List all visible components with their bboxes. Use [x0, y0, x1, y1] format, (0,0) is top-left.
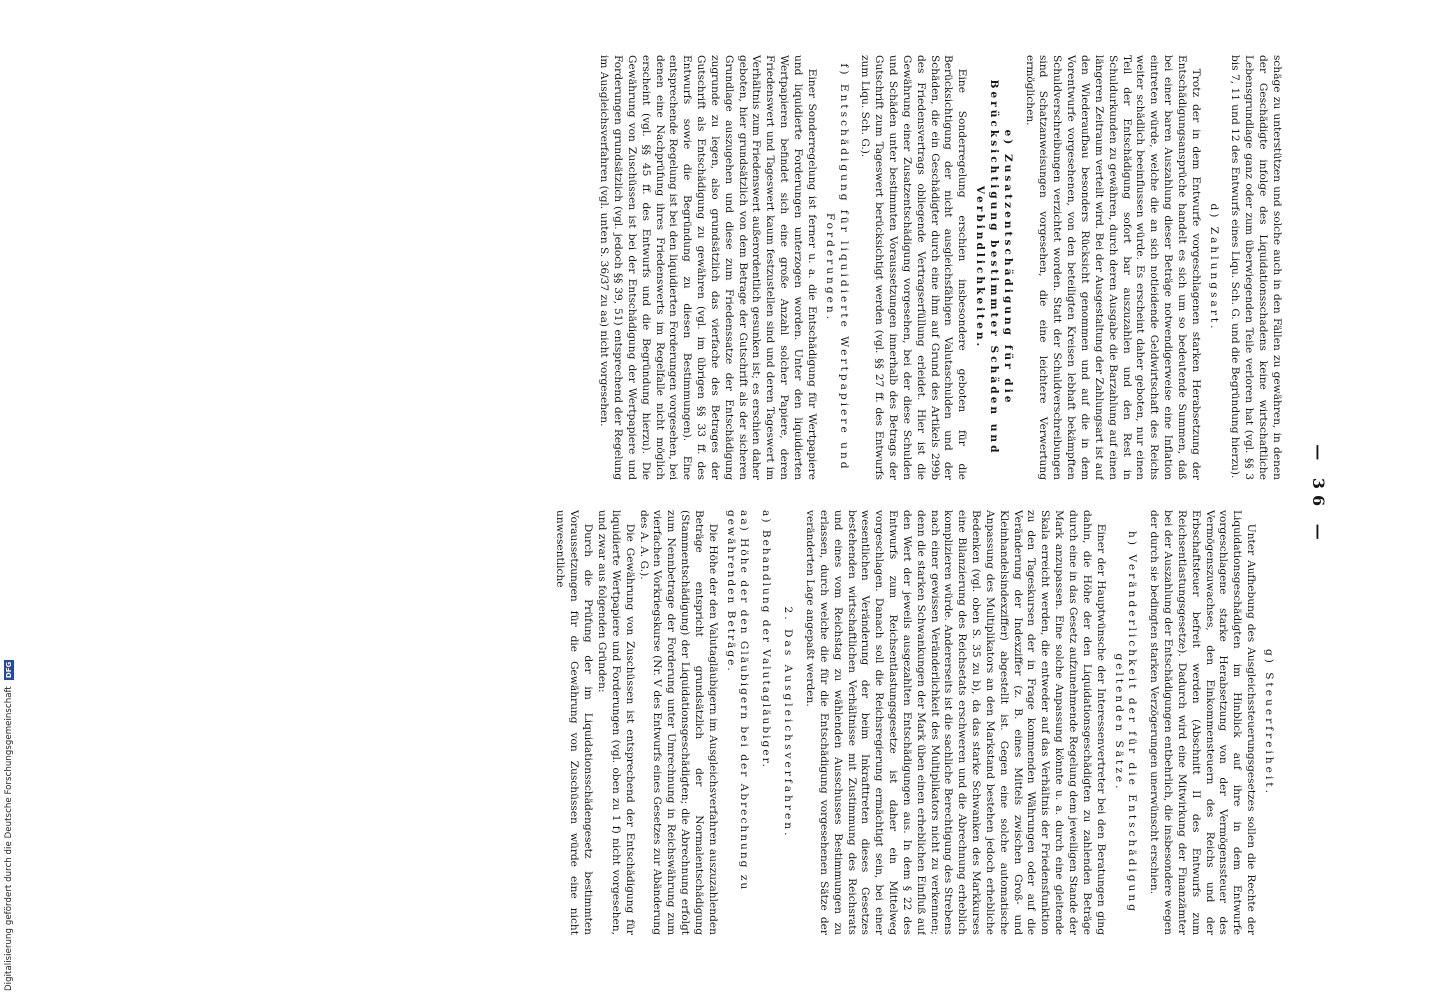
paragraph: Einer der Hauptwünsche der Interessenvertreter bei den Beratungen ging dahin, die Höhe der den Liquidationsgeschädigten zu zahlenden Beträge durch eine in das Gesetz aufzunehmende Regelung dem jeweiligen Stande der Mark anzupassen. Eine solche Anpassung könnte u. a. durch eine gleitende Skala erreicht werden, die entweder auf das Verhältnis der Friedensfunktion zu den Tageskursen der in Frage kommenden Währungen oder auf die Veränderung der Indexziffer (z. B. eines Mittels zwischen Groß- und Kleinhandelsindexziffer) abgestellt ist. Gegen eine solche automatische Anpassung des Multiplikators an den Markstand bestehen jedoch erhebliche Bedenken (vgl. oben S. 35 zu b), da das starke Schwanken des Markkurses eine Bilanzierung des Reichsetats erschweren und die Abrechnung erheblich komplizieren würde. Andererseits ist die sachliche Berechtigung des Strebens nach einer gewissen Veränderlichkeit des Multiplikators nicht zu verkennen; denn die starken Schwankungen der Mark üben einen erheblichen Einfluß auf den Wert der jeweils ausgezahlten Entschädigungen aus. In dem § 22 des Entwurfs zum Reichsentlastungsgesetze ist daher ein Mittelweg vorgeschlagen. Danach soll die Reichsregierung ermächtigt sein, bei einer wesentlichen Veränderung der beim Inkrafttreten dieses Gesetzes bestehenden wirtschaftlichen Verhältnisse mit Zustimmung des Reichsrats und eines vom Reichstag zu wählenden Ausschusses Bestimmungen zu erlassen, durch welche die für die Entschädigung vorgesehenen Sätze der veränderten Lage angepaßt werden. [804, 510, 1107, 935]
section-heading-h: h) Veränderlichkeit der für die Entschädigung geltenden Sätze. [1112, 531, 1139, 914]
page-number: — 36 — [1309, 444, 1328, 546]
dfg-logo: DFG [4, 661, 13, 679]
section-heading-g: g) Steuerfreiheit. [1263, 649, 1275, 796]
paragraph: Die Höhe der den Valutagläubigern im Ausgleichsverfahren auszuzahlenden Beträge entspricht grundsätzlich der Normalentschädigung (Stammentschädigung) der Liquidationsgeschädigten; die Abrechnung erfolgt zum Nennbetrage der Forderung unter Umrechnung in Reichswährung zum vierfachen Vorkriegskurse (Nr. V des Entwurfs eines Gesetzes zur Abänderung des A. A. G.). [637, 510, 719, 935]
section-heading-a: a) Behandlung der Valutagläubiger. [760, 510, 773, 769]
credit-text: Digitalisierung gefördert durch die Deutsche Forschungsgemeinschaft [4, 686, 14, 991]
paragraph: schäge zu unterstützen und solche auch in den Fällen zu gewähren, in denen der Geschädigte infolge des Liquidationsschadens keine wirtschaftliche Lebensgrundlage ganz oder zum überwiegenden Teile verloren hat (vgl. §§ 3 bis 7, 11 und 12 des Entwurfs eines Liqu. Sch. G. und die Begründung hierzu). [1229, 55, 1283, 480]
rotated-page [110, 55, 1328, 935]
paragraph: Eine Sonderregelung erschien insbesondere geboten für die Berücksichtigung der nicht ausgleichsfähigen Valutaschulden und der Schäden, die ein Geschädigter durch eine ihm auf Grund des Artikels 299b des Friedensvertrags obliegende Vertragserfüllung erleidet. Hier ist die Gewährung einer Zusatzentschädigung vorgesehen, bei der diese Schulden und Schäden unter bestimmten Voraussetzungen innerhalb des Betrags der Gutschrift zum Tageswert berücksichtigt werden (vgl. §§ 27 ff. des Entwurfs zum Liqu. Sch. G.). [859, 55, 969, 480]
section-heading-aa: aa) Höhe der den Gläubigern bei der Abrechnung zu gewährenden Beträge. [724, 510, 751, 892]
paragraph: Die Gewährung von Zuschüssen ist entsprechend der Entschädigung für liquidierte Wertpapiere und Forderungen (vgl. oben zu 1 f) nicht vorgesehen, und zwar aus folgenden Gründen: [596, 510, 636, 935]
left-column [113, 55, 1283, 480]
paragraph: Einer Sonderregelung ist ferner u. a. die Entschädigung für Wertpapiere und liquidierte Forderungen unterzogen worden. Unter den liquidierten Wertpapieren befindet sich eine große Anzahl solcher Papiere, deren Friedenswert und Tageswert kaum festzustellen sind und deren Tageswert im Verhältnis zum Friedenswert außerordentlich gesunken ist; es erschien daher geboten, hier grundsätzlich von dem Betrage der Gutschrift als der sicheren Grundlage auszugehen und diese zum Friedenssatze der Entschädigung zugrunde zu legen, also grundsätzlich das vierfache des Betrages der Gutschrift als Entschädigung zu gewähren (vgl. im übrigen §§ 33 ff. des Entwurfs sowie die Begründung zu diesen Bestimmungen). Eine entsprechende Regelung ist bei den liquidierten Forderungen vorgesehen, bei denen eine Nachprüfung ihres Friedenswerts im Regelfalle nicht möglich erscheint (vgl. §§ 45 ff. des Entwurfs und die Begründung hierzu). Die Gewährung von Zuschüssen ist bei der Entschädigung der Wertpapiere und Forderungen grundsätzlich (vgl. jedoch §§ 39, 51) entsprechend der Regelung im Ausgleichsverfahren (vgl. unten S. 36/37 zu aa) nicht vorgesehen. [598, 55, 818, 480]
paragraph: Trotz der in dem Entwurfe vorgeschlagenen starken Herabsetzung der Entschädigungsansprüche handelt es sich um so bedeutende Summen, daß bei einer baren Auszahlung dieser Beträge notwendigerweise eine Inflation eintreten würde, welche die an sich notleidende Geldwirtschaft des Reichs weiter schädlich beeinflussen würde. Es erscheint daher geboten, nur einen Teil der Entschädigung sofort bar auszuzahlen und den Rest in Schuldurkunden zu gewähren, durch deren Ausgabe die Barzahlung auf einen längeren Zeitraum verteilt wird. Bei der Ausgestaltung der Zahlungsart ist auf den Wiederaufbau besonders Rücksicht genommen und auf die in dem Vorentwurfe vorgesehenen, von den beteiligten Kreisen lebhaft bekämpften Schuldverschreibungen verzichtet worden. Statt der Schuldverschreibungen sind Schatzanweisungen vorgesehen, die eine leichtere Verwertung ermöglichen. [1023, 55, 1202, 480]
paragraph: Unter Aufhebung des Ausgleichssteuerungsgesetzes sollen die Rechte der Liquidationsgeschädigten im Hinblick auf ihre in dem Entwurfe vorgeschlagene starke Herabsetzung von der Vermögenssteuer des Vermögenszuwachses, den Einkommensteuern des Reichs und der Erbschaftsteuer befreit werden (Abschnitt II des Entwurfs zum Reichsentlastungsgesetze). Dadurch wird eine Mitwirkung der Finanzämter bei der Auszahlung der Entschädigungen entbehrlich, die insbesondere wegen der durch sie bedingten starken Verzögerungen unerwünscht erschien. [1148, 510, 1258, 935]
section-heading-e: e) Zusatzentschädigung für die Berücksichtigung bestimmter Schäden und Verbindlichkeiten. [974, 79, 1014, 456]
section-heading-d: d) Zahlungsart. [1207, 203, 1220, 332]
section-heading-2: 2. Das Ausgleichsverfahren. [782, 606, 795, 839]
section-heading-f: f) Entschädigung für liquidierte Wertpapiere und Forderungen. [823, 63, 850, 472]
document-page [110, 55, 1328, 935]
digitization-credit [2, 16, 16, 991]
paragraph: Durch die Prüfung der im Liquidationsschädengesetz bestimmten Voraussetzungen für die Gewährung von Zuschüssen würde eine nicht unwesentliche [554, 510, 595, 935]
right-column [113, 510, 1283, 935]
